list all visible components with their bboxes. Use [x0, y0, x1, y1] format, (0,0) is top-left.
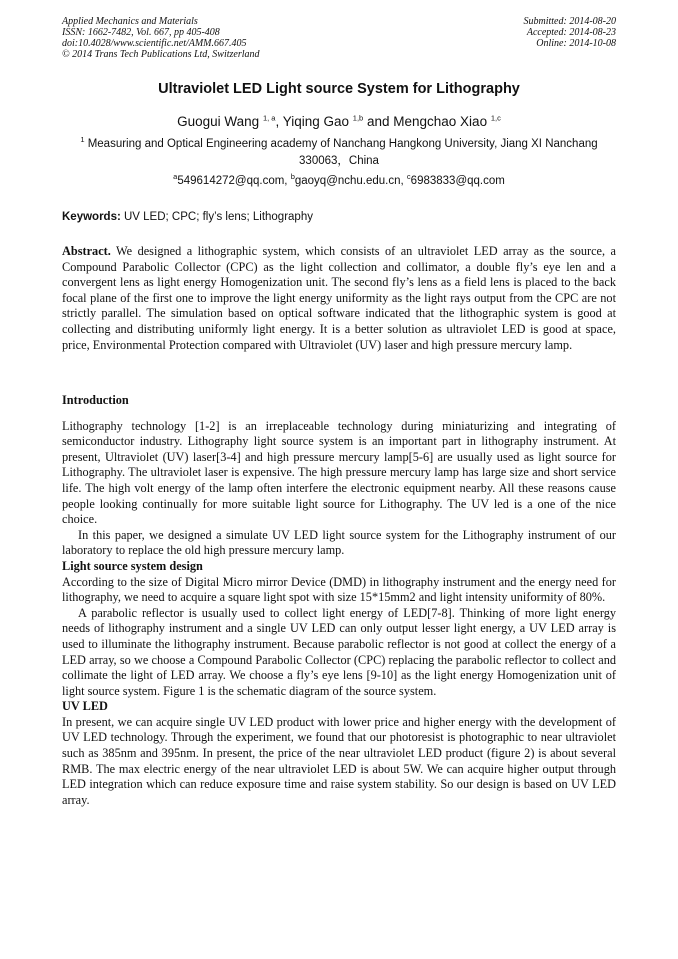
email-mark: c [406, 172, 411, 182]
keywords [62, 211, 616, 223]
submitted-date: Submitted: 2014-08-20 [523, 16, 616, 27]
journal-issn: ISSN: 1662-7482, Vol. 667, pp 405-408 [62, 27, 220, 38]
paragraph: According to the size of Digital Micro mirror Device (DMD) in lithography instrument and the energy need for lithography, we need to acquire a square light spot with size 15*15mm2 and light intensity uniformity of 80%. [62, 574, 616, 605]
journal-name: Applied Mechanics and Materials [62, 16, 198, 27]
affil-mark: 1 [80, 135, 85, 145]
section-heading-introduction: Introduction [62, 393, 129, 407]
affiliation [80, 136, 598, 170]
affil-text: Measuring and Optical Engineering academy of Nanchang Hangkong University, Jiang XI Nanchang 330063，China [84, 138, 598, 167]
email: 549614272@qq.com, [177, 175, 291, 187]
author-list [0, 114, 678, 129]
main-body [62, 393, 616, 808]
paragraph: In this paper, we designed a simulate UV LED light source system for the Lithography instrument of our laboratory to replace the old high pressure mercury lamp. [62, 527, 616, 558]
paragraph: In present, we can acquire single UV LED product with lower price and higher energy with the development of UV LED technology. Through the experiment, we found that our photoresist is photographic to near ultraviolet such as 385nm and 395nm. In present, the price of the near ultraviolet LED product (figure 2) is about several RMB. The max electric energy of the near ultraviolet LED is about 5W. We can acquire higher output through LED integration which can reduce exposure time and raise system stability. So our design is based on UV LED array. [62, 714, 616, 807]
accepted-date: Accepted: 2014-08-23 [526, 27, 616, 38]
paragraph: Lithography technology [1-2] is an irreplaceable technology during miniaturizing and integrating of semiconductor industry. Lithography light source system is an important part in lithography instrument. At present, Ultraviolet (UV) laser[3-4] and high pressure mercury lamp[5-6] are usually used as light source for Lithography. The ultraviolet laser is expensive. The high pressure mercury lamp has large size and short service life. The high volt energy of the lamp often interfere the electronic equipment nearby. All these reasons cause people looking continually for more suitable light source for Lithography. The UV led is a one of the nice choice. [62, 418, 616, 527]
journal-doi: doi:10.4028/www.scientific.net/AMM.667.405 [62, 38, 247, 49]
author-name: and Mengchao Xiao [363, 114, 488, 129]
paragraph: A parabolic reflector is usually used to collect light energy of LED[7-8]. Thinking of more light energy needs of lithography instrument and a single UV LED can only output lesser light energy, a UV LED array is used to illuminate the lithography instrument. Because parabolic reflector is not good at collect the energy of a LED array, so we choose a Compound Parabolic Collector (CPC) replacing the parabolic reflector to collect and collimate the light of LED array. We choose a fly’s eye lens [9-10] as the light energy Homogenization unit of light source system. Figure 1 is the schematic diagram of the source system. [62, 605, 616, 698]
author-affil-mark: 1,b [352, 113, 364, 123]
online-date: Online: 2014-10-08 [536, 38, 616, 49]
email-mark: a [173, 172, 178, 182]
abstract-text: We designed a lithographic system, which consists of an ultraviolet LED array as the source, a Compound Parabolic Collector (CPC) as the light collection and collimator, a double fly’s eye len and a convergent lens as light energy Homogenization unit. The second fly’s lens as a field lens is placed to the back focal plane of the first one to improve the light energy uniformity as the light rays output from the CPC are not strictly parallel. The simulation based on optical software indicated that the lithographic system is good at collecting and distributing uniformly light energy. It is a better solution as ultraviolet LED is good at space, price, Environmental Protection compared with Ultraviolet (UV) laser and high pressure mercury lamp. [62, 244, 616, 352]
author-name: Guogui Wang [177, 114, 260, 129]
submission-dates [524, 16, 617, 49]
author-affil-mark: 1,c [490, 113, 501, 123]
keywords-label: Keywords: [62, 211, 121, 223]
abstract-label: Abstract. [62, 244, 111, 258]
email-mark: b [290, 172, 295, 182]
author-affil-mark: 1, a [262, 113, 276, 123]
abstract [62, 244, 616, 353]
journal-copyright: © 2014 Trans Tech Publications Ltd, Switzerland [62, 49, 260, 60]
section-heading-uv-led: UV LED [62, 699, 108, 714]
author-name: , Yiqing Gao [275, 114, 350, 129]
section-heading-design: Light source system design [62, 558, 203, 573]
email: 6983833@qq.com [410, 175, 505, 187]
journal-info [62, 16, 260, 60]
paper-title: Ultraviolet LED Light source System for Lithography [158, 81, 520, 97]
author-emails [0, 172, 678, 187]
email: gaoyq@nchu.edu.cn, [294, 175, 407, 187]
keywords-text: UV LED; CPC; fly’s lens; Lithography [120, 211, 313, 223]
